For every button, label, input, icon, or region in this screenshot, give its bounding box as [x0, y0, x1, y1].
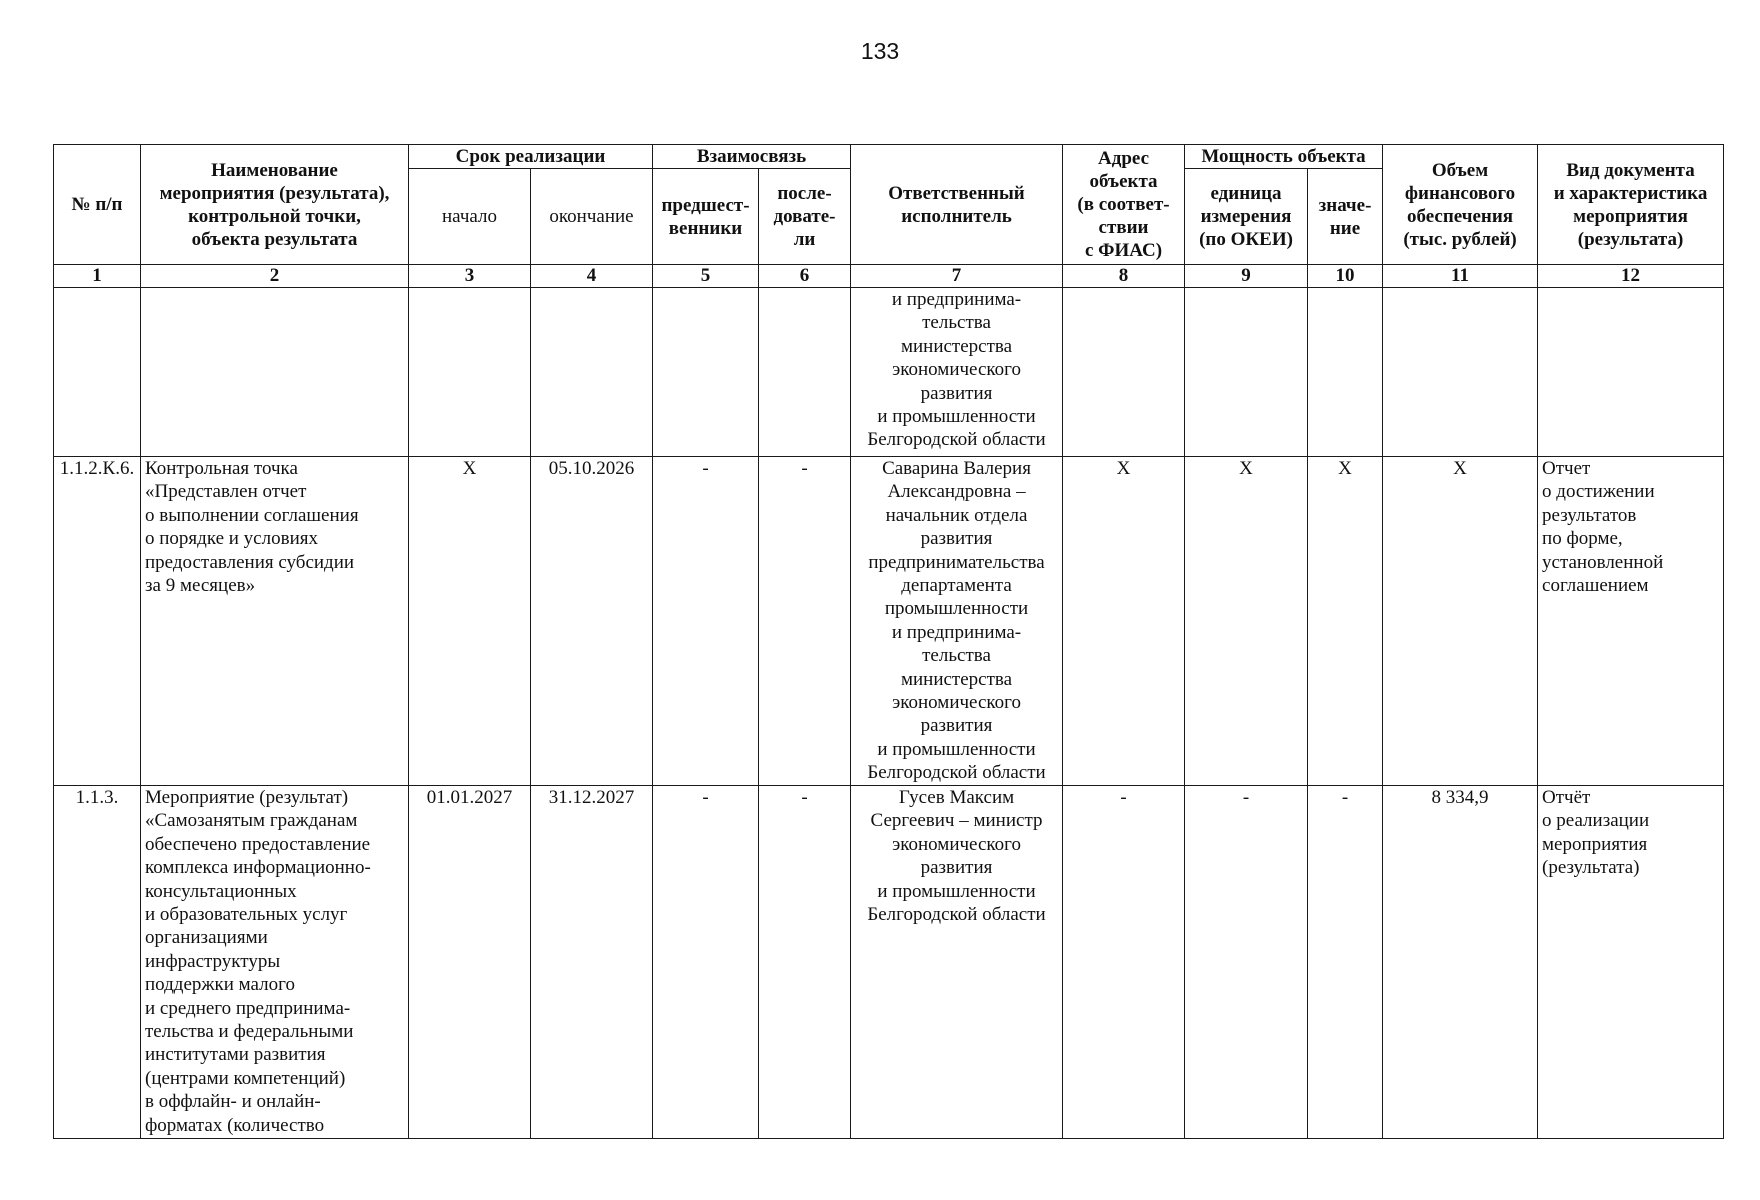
cell-start: X [409, 457, 531, 786]
column-number: 7 [851, 265, 1063, 288]
cell-address: X [1063, 457, 1185, 786]
cell-unit [1185, 288, 1308, 457]
cell-unit: X [1185, 457, 1308, 786]
cell-value: - [1308, 786, 1383, 1139]
cell-next: - [759, 786, 851, 1139]
column-number: 3 [409, 265, 531, 288]
column-number: 8 [1063, 265, 1185, 288]
header-capacity-unit: единица измерения (по ОКЕИ) [1185, 169, 1308, 265]
cell-value: X [1308, 457, 1383, 786]
cell-address [1063, 288, 1185, 457]
cell-name [141, 288, 409, 457]
cell-doc: Отчёт о реализации мероприятия (результата) [1538, 786, 1724, 1139]
column-number: 9 [1185, 265, 1308, 288]
table-row [54, 457, 1724, 786]
cell-unit: - [1185, 786, 1308, 1139]
cell-name: Мероприятие (результат) «Самозанятым гражданам обеспечено предоставление комплекса информационно- консультационных и образовательных услуг организациями инфраструктуры поддержки малого и среднего предпринима- тельства и федеральными институтами развития (центрами компетенций) в оффлайн- и онлайн- форматах (количество [141, 786, 409, 1139]
cell-finance [1383, 288, 1538, 457]
table-row [54, 786, 1724, 1139]
cell-address: - [1063, 786, 1185, 1139]
header-link-next: после- довате- ли [759, 169, 851, 265]
column-number: 12 [1538, 265, 1724, 288]
column-number: 11 [1383, 265, 1538, 288]
cell-start [409, 288, 531, 457]
cell-responsible: Саварина Валерия Александровна – начальник отдела развития предпринимательства департамента промышленности и предпринима- тельства министерства экономического развития и промышленности Белгородской области [851, 457, 1063, 786]
cell-finance: 8 334,9 [1383, 786, 1538, 1139]
cell-responsible: и предпринима- тельства министерства экономического развития и промышленности Белгородской области [851, 288, 1063, 457]
header-term: Срок реализации [409, 145, 653, 169]
header-term-end: окончание [531, 169, 653, 265]
column-number-row [54, 265, 1724, 288]
header-responsible: Ответственный исполнитель [851, 145, 1063, 265]
cell-doc [1538, 288, 1724, 457]
plan-table [53, 144, 1724, 1139]
header-name: Наименование мероприятия (результата), контрольной точки, объекта результата [141, 145, 409, 265]
page-number: 133 [860, 38, 900, 64]
header-capacity-value: значе- ние [1308, 169, 1383, 265]
table-row [54, 288, 1724, 457]
header-doc-type: Вид документа и характеристика мероприятия (результата) [1538, 145, 1724, 265]
cell-finance: X [1383, 457, 1538, 786]
cell-next: - [759, 457, 851, 786]
cell-end: 31.12.2027 [531, 786, 653, 1139]
header-capacity: Мощность объекта [1185, 145, 1383, 169]
cell-value [1308, 288, 1383, 457]
cell-name: Контрольная точка «Представлен отчет о выполнении соглашения о порядке и условиях предоставления субсидии за 9 месяцев» [141, 457, 409, 786]
column-number: 6 [759, 265, 851, 288]
cell-num [54, 288, 141, 457]
cell-end [531, 288, 653, 457]
cell-num: 1.1.3. [54, 786, 141, 1139]
column-number: 2 [141, 265, 409, 288]
column-number: 5 [653, 265, 759, 288]
column-number: 10 [1308, 265, 1383, 288]
cell-responsible: Гусев Максим Сергеевич – министр экономического развития и промышленности Белгородской области [851, 786, 1063, 1139]
cell-num: 1.1.2.К.6. [54, 457, 141, 786]
cell-start: 01.01.2027 [409, 786, 531, 1139]
cell-prev: - [653, 786, 759, 1139]
header-term-start: начало [409, 169, 531, 265]
header-link-prev: предшест- венники [653, 169, 759, 265]
header-address: Адрес объекта (в соответ- ствии с ФИАС) [1063, 145, 1185, 265]
cell-end: 05.10.2026 [531, 457, 653, 786]
column-number: 1 [54, 265, 141, 288]
column-number: 4 [531, 265, 653, 288]
table-header [54, 145, 1724, 288]
header-num: № п/п [54, 145, 141, 265]
cell-doc: Отчет о достижении результатов по форме, установленной соглашением [1538, 457, 1724, 786]
header-finance: Объем финансового обеспечения (тыс. рублей) [1383, 145, 1538, 265]
cell-prev [653, 288, 759, 457]
header-link: Взаимосвязь [653, 145, 851, 169]
cell-next [759, 288, 851, 457]
cell-prev: - [653, 457, 759, 786]
